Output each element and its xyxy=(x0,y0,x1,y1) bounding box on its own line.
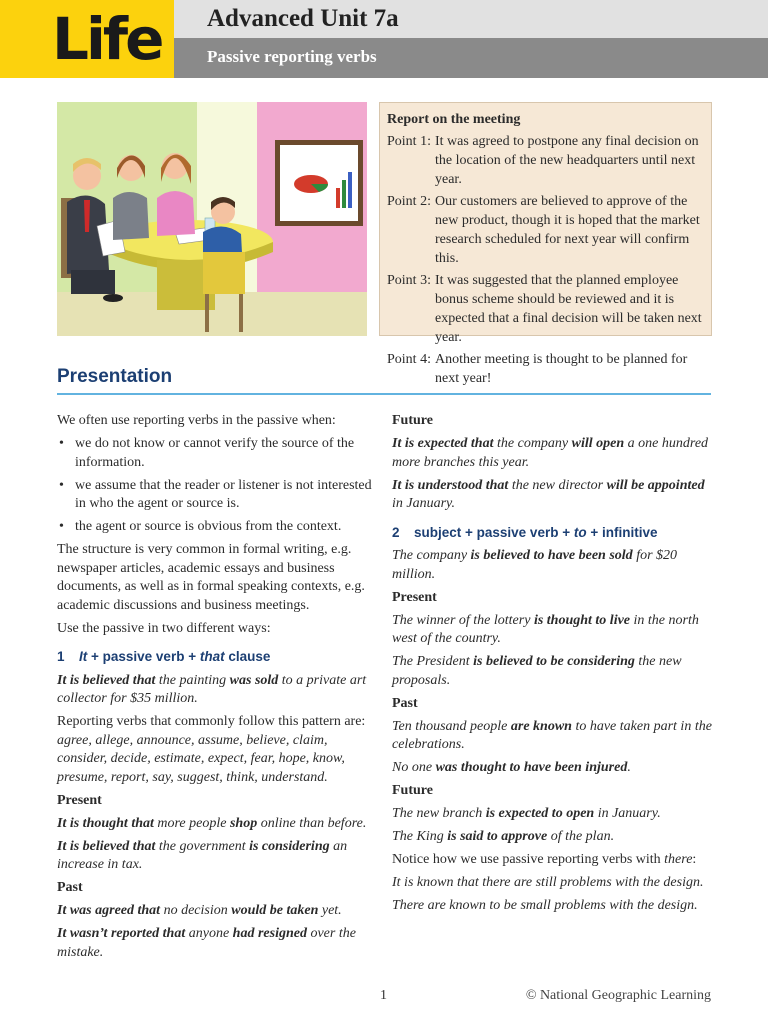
tense-label-past: Past xyxy=(392,695,418,711)
verbs-intro: Reporting verbs that commonly follow this pattern are: xyxy=(57,714,366,729)
tense-label-present: Present xyxy=(57,792,102,808)
point-label: Point 3: xyxy=(387,273,431,288)
heading-end: clause xyxy=(224,649,271,664)
ex-text: for $20 million. xyxy=(392,548,678,582)
ex-bold: is thought to live xyxy=(533,612,631,628)
ex-text: to have taken part in the celebrations. xyxy=(392,718,712,752)
ex-text: in January. xyxy=(594,806,661,821)
example-sentence: It is known that there are still problems with the design. xyxy=(392,875,704,890)
point-label: Point 1: xyxy=(387,134,431,149)
heading-to: to xyxy=(573,524,587,540)
ex-text: The company xyxy=(392,548,471,563)
ex-bold: It is understood that xyxy=(392,477,509,493)
note-italic: there xyxy=(664,852,693,867)
ex-bold: would be taken xyxy=(231,903,319,918)
ex-bold: is considering xyxy=(249,838,330,854)
ex-text: the painting xyxy=(155,672,230,688)
meeting-illustration xyxy=(57,102,367,336)
header-title-bar xyxy=(174,0,768,38)
ex-text: Ten thousand people xyxy=(392,718,511,734)
verbs-list: agree, allege, announce, assume, believe, claim, consider, decide, estimate, expect, fear, hope, know, presume, report, say, suggest, think, understand. xyxy=(57,732,345,785)
ex-bold: It is believed that xyxy=(57,838,156,854)
example-sentence xyxy=(392,718,714,755)
heading-it: It xyxy=(79,649,88,664)
ex-text: anyone xyxy=(185,926,233,941)
ex-text: The King xyxy=(392,829,448,844)
tense-label-future: Future xyxy=(392,413,433,428)
ex-text: No one xyxy=(392,760,436,775)
heading-divider xyxy=(57,393,711,395)
note-text: : xyxy=(692,852,697,867)
example-sentence xyxy=(57,672,375,709)
copyright-text: © National Geographic Learning xyxy=(525,988,711,1003)
point-text: It was agreed to postpone any final decision on the location of the new headquarters until next year. xyxy=(435,134,699,187)
ex-text: The President xyxy=(392,654,474,669)
structure-note: The structure is very common in formal writing, e.g. newspaper articles, academic essays and business documents, as well as in formal speaking contexts, e.g. academic discussions and business meetings. xyxy=(57,542,365,613)
section-number: 1 xyxy=(57,649,65,664)
page-title: Advanced Unit 7a xyxy=(207,5,399,32)
ex-bold: It is expected that xyxy=(392,436,494,451)
ex-text: of the plan. xyxy=(547,829,615,844)
right-column xyxy=(392,412,714,920)
report-point xyxy=(387,192,705,268)
example-sentence xyxy=(57,838,375,875)
page-number: 1 xyxy=(380,988,387,1003)
example-sentence xyxy=(392,612,714,649)
ex-bold: is believed to have been sold xyxy=(470,548,633,563)
tense-label-future: Future xyxy=(392,783,433,798)
example-sentence xyxy=(392,477,714,514)
ex-text: the government xyxy=(155,838,250,854)
ex-bold: It is thought that xyxy=(57,815,154,831)
ex-text: a one hundred more branches this year. xyxy=(392,436,709,470)
tense-label-present: Present xyxy=(392,589,437,605)
ex-text: the company xyxy=(493,436,572,451)
logo-text: Life xyxy=(52,5,162,73)
ex-bold: is believed to be considering xyxy=(473,654,635,669)
report-point xyxy=(387,271,705,347)
ex-bold: had resigned xyxy=(232,926,307,941)
example-sentence xyxy=(57,815,375,834)
ex-text: more people xyxy=(153,815,230,831)
page-subtitle: Passive reporting verbs xyxy=(207,47,377,66)
point-label: Point 2: xyxy=(387,194,431,209)
header-subtitle-bar xyxy=(174,38,768,78)
ex-text: no decision xyxy=(160,903,232,918)
ex-text: in January. xyxy=(392,496,455,511)
example-sentence xyxy=(392,805,714,824)
example-sentence xyxy=(57,925,375,962)
ex-text: The winner of the lottery xyxy=(392,612,534,628)
left-column xyxy=(57,412,375,967)
point-label: Point 4: xyxy=(387,352,431,367)
heading-end: + infinitive xyxy=(586,524,658,540)
example-sentence xyxy=(392,435,714,472)
example-sentence: There are known to be small problems with the design. xyxy=(392,898,698,913)
presentation-heading: Presentation xyxy=(57,366,173,387)
example-sentence xyxy=(392,547,714,584)
ex-bold: shop xyxy=(229,815,258,831)
ex-bold: was thought to have been injured xyxy=(435,760,628,775)
tense-label-past: Past xyxy=(57,880,83,895)
ex-bold: will open xyxy=(571,436,625,451)
ex-bold: is expected to open xyxy=(485,806,595,821)
report-point xyxy=(387,132,705,189)
ex-text: online than before. xyxy=(257,815,367,831)
ex-bold: was sold xyxy=(229,672,279,688)
point-text: It was suggested that the planned employee bonus scheme should be reviewed and it is expected that a final decision will be taken next year. xyxy=(435,273,702,345)
example-sentence xyxy=(392,653,714,690)
bullet-item: • the agent or source is obvious from the context. xyxy=(57,518,375,537)
ex-bold: is said to approve xyxy=(447,829,548,844)
ex-bold: It was agreed that xyxy=(57,903,161,918)
point-text: Another meeting is thought to be planned for next year! xyxy=(435,352,688,386)
ex-bold: will be appointed xyxy=(606,477,705,493)
ex-text: yet. xyxy=(318,903,342,918)
example-sentence xyxy=(392,759,714,778)
section-1-heading xyxy=(57,648,375,667)
example-sentence xyxy=(57,902,375,921)
ex-text: the new proposals. xyxy=(392,654,682,688)
ex-text: the new director xyxy=(508,477,607,493)
meeting-report-box xyxy=(379,102,712,386)
intro-text: We often use reporting verbs in the passive when: xyxy=(57,413,336,428)
report-point xyxy=(387,350,705,388)
ex-text: an increase in tax. xyxy=(57,838,348,872)
section-2-heading xyxy=(392,524,714,543)
ex-text: The new branch xyxy=(392,806,486,821)
ex-bold: It is believed that xyxy=(57,672,156,688)
ex-bold: are known xyxy=(510,718,572,734)
verbs-block xyxy=(57,713,375,787)
report-title: Report on the meeting xyxy=(387,112,521,127)
brand-logo xyxy=(0,0,174,78)
ex-text: over the mistake. xyxy=(57,926,356,960)
bullet-item: • we do not know or cannot verify the source of the information. xyxy=(57,435,375,472)
ex-bold: It wasn’t reported that xyxy=(57,926,186,941)
ex-text: to a private art collector for $35 million. xyxy=(57,672,367,706)
two-ways-text: Use the passive in two different ways: xyxy=(57,620,271,636)
ex-text: in the north west of the country. xyxy=(392,612,699,646)
usage-bullet-list xyxy=(57,435,375,537)
note-text: Notice how we use passive reporting verbs with xyxy=(392,852,665,867)
heading-start: subject + passive verb + xyxy=(414,524,574,540)
example-sentence xyxy=(392,828,714,847)
section-number: 2 xyxy=(392,524,400,540)
heading-mid: + passive verb + xyxy=(87,649,200,664)
ex-text: . xyxy=(627,760,631,775)
there-note xyxy=(392,851,714,870)
point-text: Our customers are believed to approve of the new product, though it is hoped that the market research scheduled for next year will confirm this. xyxy=(435,194,700,266)
heading-that: that xyxy=(199,649,225,664)
bullet-item: • we assume that the reader or listener is not interested in who the agent or source is. xyxy=(57,477,375,514)
